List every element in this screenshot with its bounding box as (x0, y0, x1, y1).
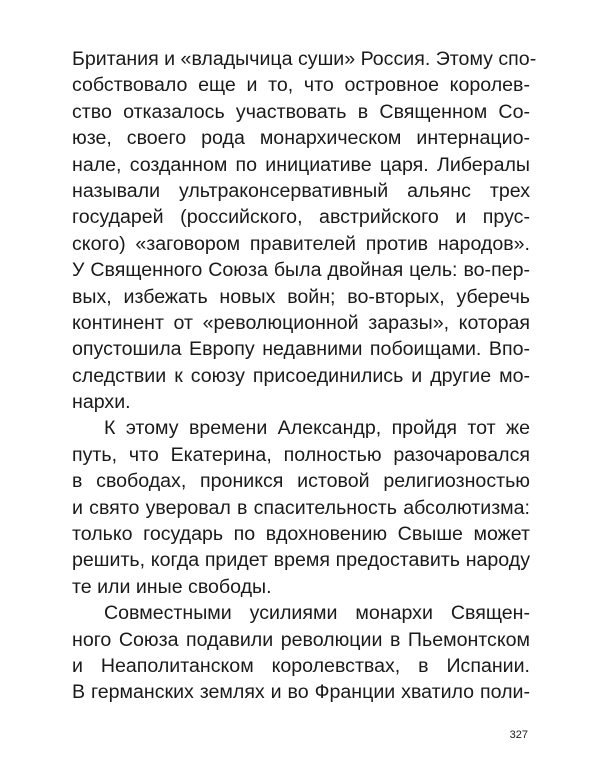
text-line: и Неаполитанском королевствах, в Испании. (72, 654, 530, 677)
page-number: 327 (509, 729, 528, 741)
text-line: называли ультраконсервативный альянс трех (72, 179, 530, 202)
body-text (72, 46, 537, 706)
text-line: те или иные свободы. (72, 575, 272, 598)
paragraph-3 (72, 600, 530, 706)
paragraph-1 (72, 46, 537, 415)
text-line: путь, что Екатерина, полностью разочаровался (72, 443, 530, 466)
text-line: Британия и «владычица суши» Россия. Этому спо- (72, 48, 537, 70)
text-line: нале, созданном по инициативе царя. Либералы (72, 153, 530, 176)
text-line: К этому времени Александр, пройдя тот же (104, 417, 530, 440)
text-line: Совместными усилиями монархи Священ- (104, 602, 530, 625)
text-line: вых, избежать новых войн; во-вторых, уберечь (72, 285, 530, 308)
text-line: и свято уверовал в спасительность абсолютизма: (72, 496, 530, 519)
text-line: нархи. (72, 391, 131, 414)
text-line: У Священного Союза была двойная цель: во-пер- (72, 259, 530, 282)
text-line: ского) «заговором правителей против народов». (72, 232, 530, 255)
text-line: в свободах, проникся истовой религиозностью (72, 470, 530, 493)
text-line: государей (российского, австрийского и прус- (72, 206, 530, 229)
text-line: ного Союза подавили революции в Пьемонтском (72, 628, 530, 651)
text-line: решить, когда придет время предоставить народу (72, 549, 530, 572)
text-line: континент от «революционной заразы», которая (72, 311, 530, 334)
text-line: только государь по вдохновению Свыше может (72, 523, 530, 546)
text-line: В германских землях и во Франции хватило поли- (72, 681, 530, 704)
text-line: собствовало еще и то, что островное королев- (72, 74, 530, 97)
text-line: юзе, своего рода монархическом интернацио- (72, 127, 530, 150)
text-line: ство отказалось участвовать в Священном Со- (72, 100, 530, 123)
paragraph-2 (72, 415, 530, 600)
text-line: опустошила Европу недавними побоищами. Впо- (72, 338, 530, 361)
text-line: следствии к союзу присоединились и другие мо- (72, 364, 530, 387)
